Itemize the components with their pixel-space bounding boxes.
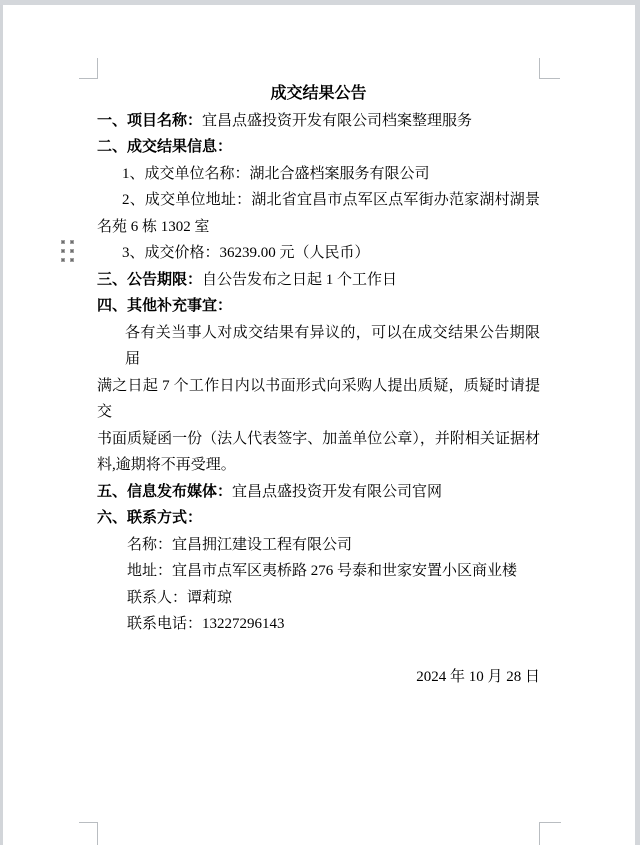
award-price: 3、成交价格：36239.00 元（人民币） [122,245,370,261]
section-1-value: 宜昌点盛投资开发有限公司档案整理服务 [202,112,473,129]
section-3-value: 自公告发布之日起 1 个工作日 [202,271,398,288]
drag-handle-dot [70,258,74,262]
document-body [97,81,540,691]
contact-person: 联系人：谭莉琼 [127,589,233,606]
section-1-label: 一、项目名称： [97,112,203,129]
document-title: 成交结果公告 [270,85,367,102]
section-4-paragraph-line-4: 料,逾期将不再受理。 [97,457,236,473]
canvas-gap-left [0,5,3,845]
contact-company-name: 名称：宜昌拥江建设工程有限公司 [127,536,353,553]
section-3-announcement-period [97,267,540,294]
canvas-gap-top [0,0,640,5]
announcement-date: 2024 年 10 月 28 日 [416,669,540,685]
margin-crop-mark-bottom-left [79,822,98,845]
margin-crop-mark-top-right [539,58,560,79]
section-4-heading: 四、其他补充事宜： [97,298,233,314]
drag-handle-dot [70,249,74,253]
section-4-paragraph-line-2: 满之日起 7 个工作日内以书面形式向采购人提出质疑，质疑时请提交 [97,377,540,420]
section-5-publish-media [97,479,540,506]
drag-handle-dot [61,249,65,253]
drag-handle-dot [61,240,65,244]
contact-address: 地址：宜昌市点军区夷桥路 276 号泰和世家安置小区商业楼 [127,563,518,579]
section-6-heading: 六、联系方式： [97,510,203,526]
margin-crop-mark-bottom-right [539,822,561,845]
section-3-label: 三、公告期限： [97,271,203,288]
award-supplier-name: 1、成交单位名称：湖北合盛档案服务有限公司 [122,165,430,182]
drag-handle-dot [70,240,74,244]
section-1-project-name [97,108,540,135]
contact-phone: 联系电话：13227296143 [127,616,285,632]
section-5-label: 五、信息发布媒体： [97,483,233,500]
section-2-heading: 二、成交结果信息： [97,139,233,155]
section-4-paragraph-line-1: 各有关当事人对成交结果有异议的，可以在成交结果公告期限届 [125,324,540,367]
section-5-value: 宜昌点盛投资开发有限公司官网 [232,483,443,500]
drag-handle-dot [61,258,65,262]
drag-handle-icon[interactable] [61,240,74,262]
margin-crop-mark-top-left [79,58,98,79]
award-supplier-address-line-2: 名苑 6 栋 1302 室 [97,218,210,235]
canvas-gap-right [635,5,640,845]
award-supplier-address-line-1: 2、成交单位地址：湖北省宜昌市点军区点军街办范家湖村湖景 [122,192,540,208]
blank-line [97,638,540,665]
section-4-paragraph-line-3: 书面质疑函一份（法人代表签字、加盖单位公章），并附相关证据材 [97,430,540,447]
